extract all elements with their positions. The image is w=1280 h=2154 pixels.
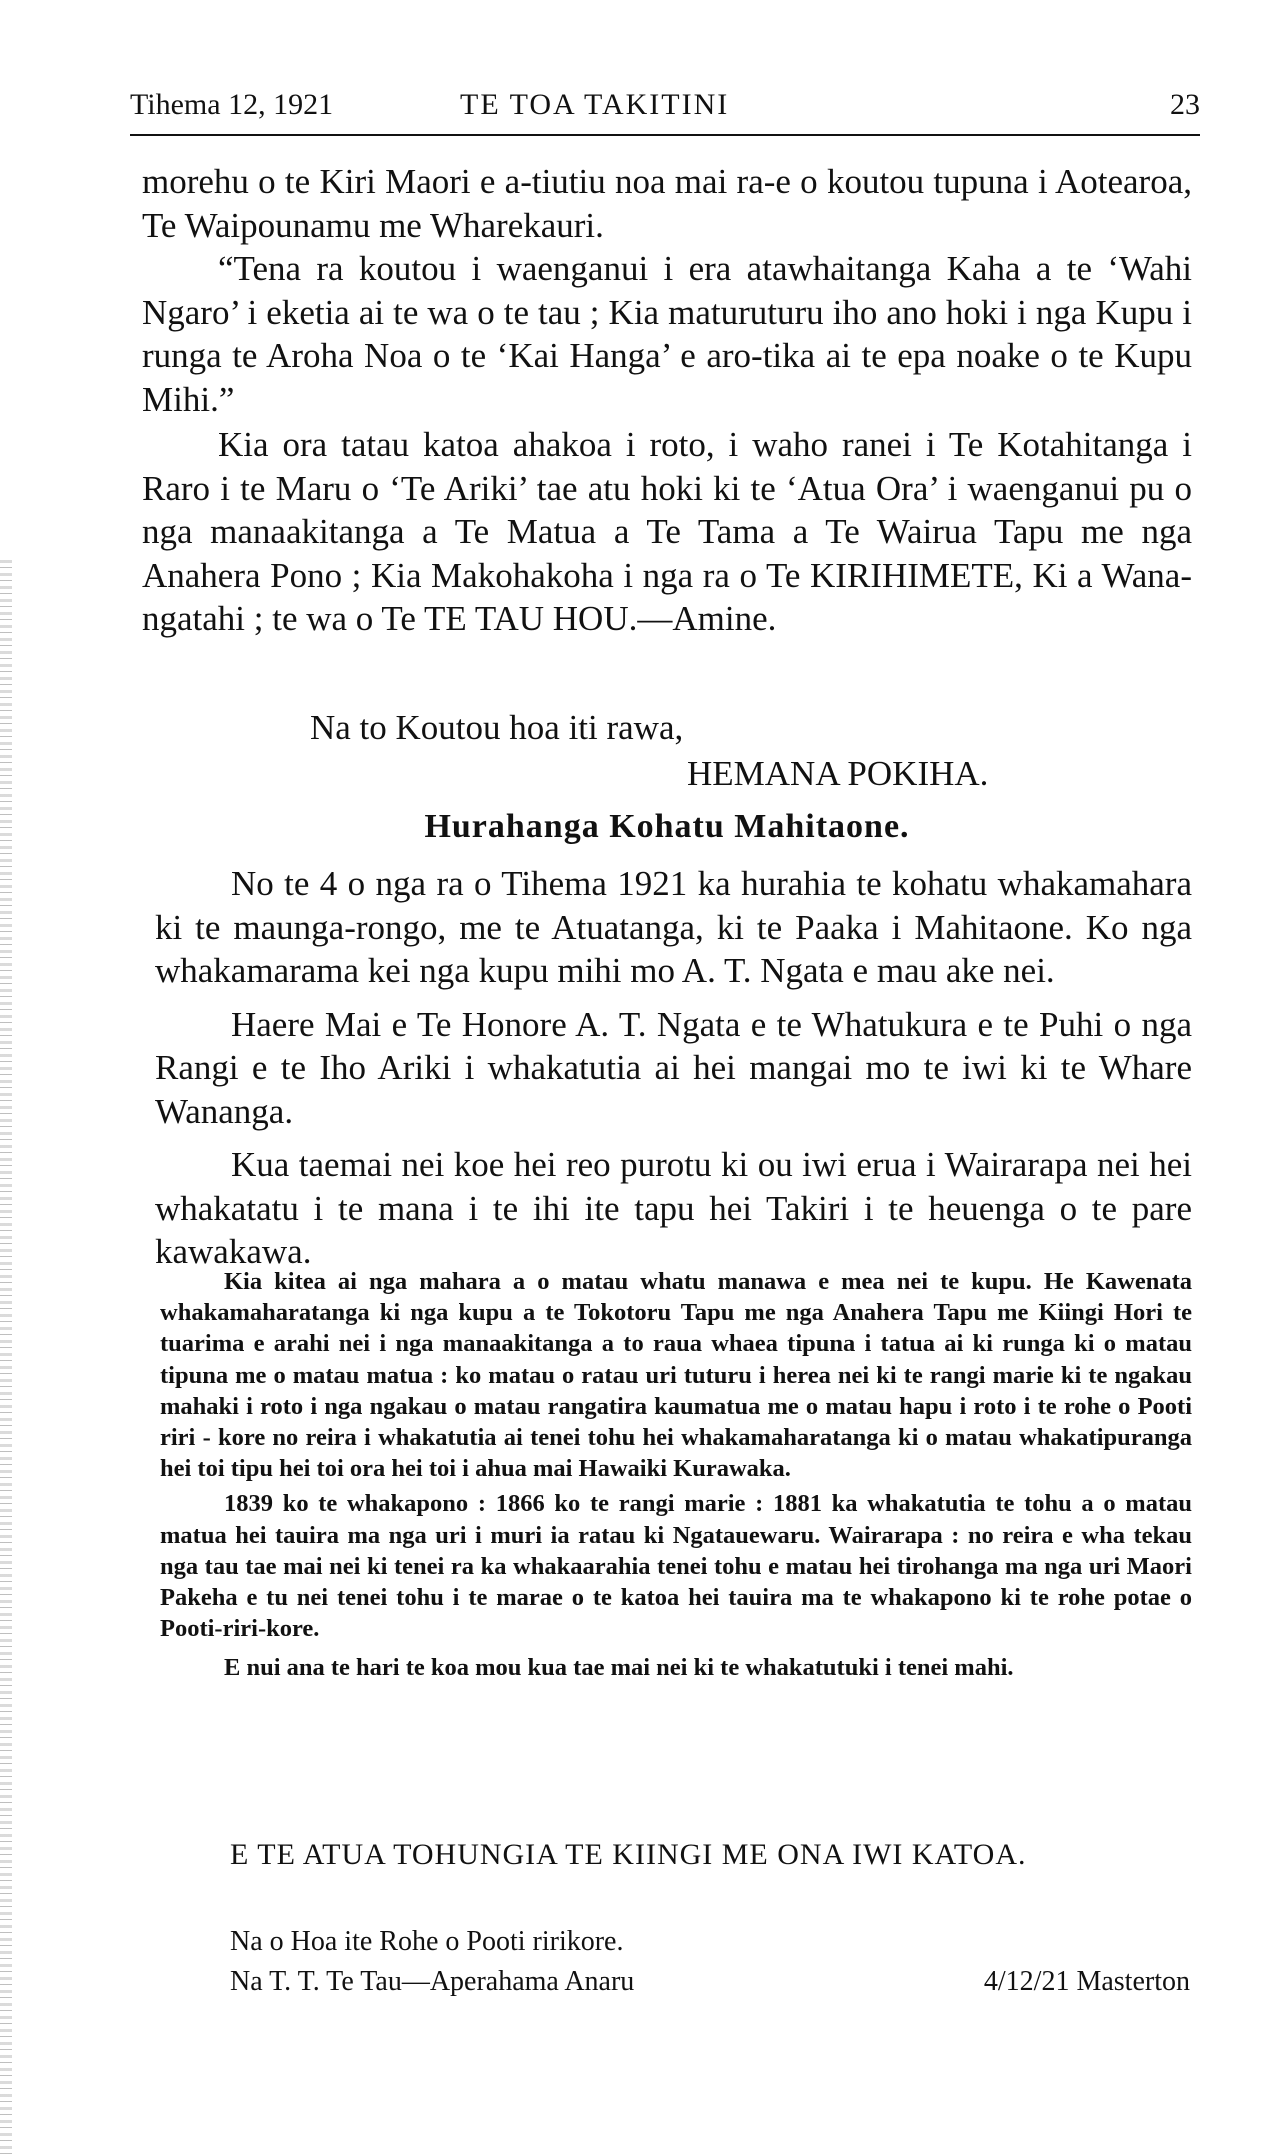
letter-para-3: Kia ora tatau katoa ahakoa i roto, i waho ranei i Te Kotahitanga i Raro i te Maru o ‘Te Ariki’ tae atu hoki ki te ‘Atua Ora’ i waenganui pu o nga manaakitanga a Te Matua a Te Tama a Te Wairua Tapu me nga Anahera Pono ; Kia Makohakoha i nga ra o Te KIRIHIMETE, Ki a Wana-ngatahi ; te wa o Te TE TAU HOU.—Amine. xyxy=(142,425,1192,638)
fine-para-3: E nui ana te hari te koa mou kua tae mai nei ki te whakatutuki i tenei mahi. xyxy=(224,1654,1014,1682)
page-number: 23 xyxy=(1170,88,1200,121)
fine-para-2: 1839 ko te whakapono : 1866 ko te rangi marie : 1881 ka whakatutia te tohu a o matau matua hei tauira ma nga uri i muri ia ratau ki Ngatauewaru. Wairarapa : no reira e wha tekau nga tau tae mai nei ki tenei ra ka whakaarahia tenei tohu e matau hei tirohanga ma nga uri Maori Pakeha e tu nei tenei tohu i te marae o te katoa hei tauira ma te whakapono ki te rohe potae o Pooti-riri-kore. xyxy=(160,1490,1192,1643)
header-title: TE TOA TAKITINI xyxy=(460,88,730,121)
letter-para-1: morehu o te Kiri Maori e a-tiutiu noa mai ra-e o koutou tupuna i Aotearoa, Te Waipounamu me Wharekauri. xyxy=(142,162,1192,245)
letter-block xyxy=(142,160,1192,641)
article-fine-print xyxy=(160,1266,1192,1684)
section-heading: Hurahanga Kohatu Mahitaone. xyxy=(424,808,910,845)
closing-caps: E TE ATUA TOHUNGIA TE KIINGI ME ONA IWI KATOA. xyxy=(230,1838,1027,1871)
closing-line: Na to Koutou hoa iti rawa, xyxy=(310,708,684,747)
signatory-line-1: Na o Hoa ite Rohe o Pooti ririkore. xyxy=(230,1926,624,1957)
signatory-line-2 xyxy=(230,1962,1190,2002)
running-header xyxy=(130,88,1200,128)
scanned-page-edge xyxy=(0,560,12,2154)
signatory-date-place: 4/12/21 Masterton xyxy=(983,1966,1190,1997)
article-para-2: Haere Mai e Te Honore A. T. Ngata e te Whatukura e te Puhi o nga Rangi e te Iho Ariki i whakatutia ai hei mangai mo te iwi ki te Whare Wananga. xyxy=(155,1004,1192,1131)
article-para-1: No te 4 o nga ra o Tihema 1921 ka hurahia te kohatu whakamahara ki te maunga-rongo, me te Atuatanga, ki te Paaka i Mahitaone. Ko nga whakamarama kei nga kupu mihi mo A. T. Ngata e mau ake nei. xyxy=(155,864,1192,990)
letter-closing xyxy=(142,706,1192,795)
signatory-names: Na T. T. Te Tau—Aperahama Anaru xyxy=(230,1966,635,1997)
article-block xyxy=(155,862,1192,1274)
signatories xyxy=(230,1922,1190,2002)
letter-para-2: “Tena ra koutou i waenganui i era atawhaitanga Kaha a te ‘Wahi Ngaro’ i eketia ai te wa o te tau ; Kia maturuturu iho ano hoki i nga Kupu i runga te Aroha Noa o te ‘Kai Hanga’ e aro-tika ai te epa noake o te Kupu Mihi.” xyxy=(142,249,1192,419)
header-date: Tihema 12, 1921 xyxy=(130,88,334,121)
signature: HEMANA POKIHA. xyxy=(687,753,989,793)
fine-para-1: Kia kitea ai nga mahara a o matau whatu manawa e mea nei te kupu. He Kawenata whakamaharatanga ki nga kupu a te Tokotoru Tapu me nga Anahera Tapu me Kiingi Hori te tuarima e arahi nei i nga manaakitanga a to raua whaea tipuna i tatua ai ki runga ki o matau tipuna me o matau matua : ko matau o ratau uri tuturu i herea nei ki te rangi marie ki te ngakau mahaki i roto i nga ngakau o matau rangatira kaumatua me o matau hapu i roto i te rohe o Pooti riri - kore no reira i whakatutia ai tenei tohu hei whakamaharatanga ki o matau whakatipuranga hei toi tipu hei toi ora hei toi i ahua mai Hawaiki Kurawaka. xyxy=(160,1268,1192,1483)
header-rule xyxy=(130,134,1200,136)
article-para-3: Kua taemai nei koe hei reo purotu ki ou iwi erua i Wairarapa nei hei whakatatu i te mana i te ihi ite tapu hei Takiri i te heuenga o te pare kawakawa. xyxy=(155,1145,1192,1271)
